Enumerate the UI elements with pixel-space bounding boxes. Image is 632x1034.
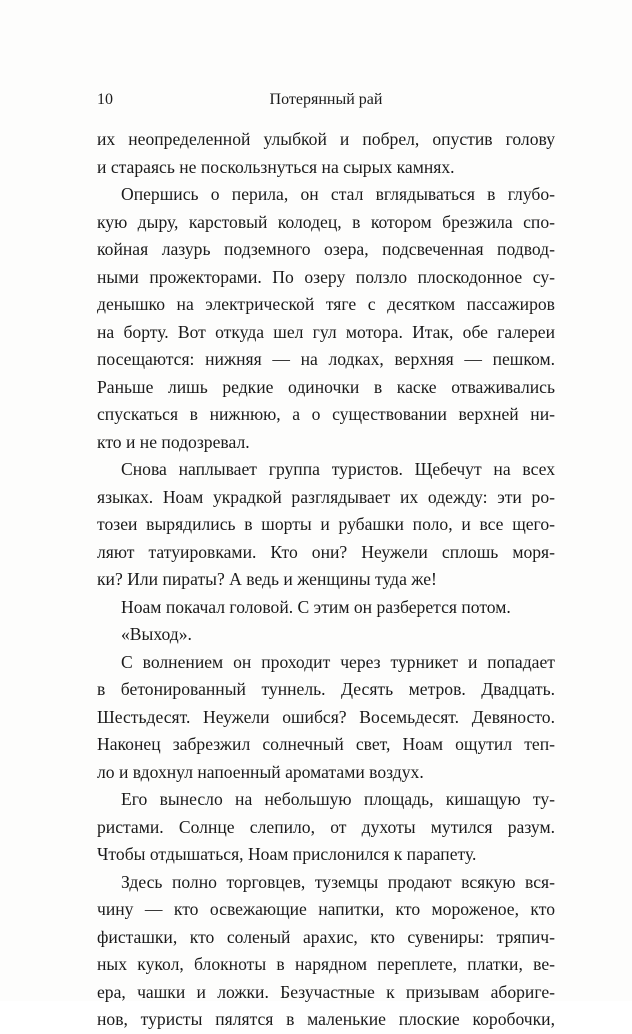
text-line: и стараясь не поскользнуться на сырых камнях. (97, 156, 455, 177)
text-line: ло и вдохнул напоенный ароматами воздух. (97, 761, 424, 782)
text-line: Чтобы отдышаться, Ноам прислонился к парапету. (97, 844, 477, 864)
body-text (97, 126, 555, 1034)
text-line: Снова наплывает группа туристов. Щебечут на всех (121, 459, 555, 479)
text-line: фисташки, кто соленый арахис, кто сувениры: тряпич- (97, 926, 555, 947)
text-line: чину — кто освежающие напитки, кто мороженое, кто (97, 899, 555, 919)
text-line: ера, чашки и ложки. Безучастные к призывам абориге- (97, 981, 555, 1002)
text-line: Наконец забрезжил солнечный свет, Ноам ощутил теп- (97, 734, 555, 754)
text-line: их неопределенной улыбкой и побрел, опустив голову (97, 129, 555, 149)
text-line: Опершись о перила, он стал вглядываться в глубо- (121, 184, 555, 204)
text-line: ристами. Солнце слепило, от духоты мутился разум. (97, 816, 555, 837)
text-line: койная лазурь подземного озера, подсвеченная подвод- (97, 239, 555, 259)
text-line: Раньше лишь редкие одиночки в каске отваживались (97, 376, 555, 397)
text-line: на борту. Вот откуда шел гул мотора. Итак, обе галереи (97, 321, 555, 342)
text-line: спускаться в нижнюю, а о существовании верхней ни- (97, 404, 555, 424)
text-line: Шестьдесят. Неужели ошибся? Восемьдесят. Девяносто. (97, 706, 555, 727)
text-line: «Выход». (121, 624, 192, 644)
text-line: тозеи вырядились в шорты и рубашки поло, и все щего- (97, 514, 555, 534)
text-line: С волнением он проходит через турникет и попадает (121, 651, 555, 672)
page-number: 10 (97, 91, 113, 108)
text-line: ляют татуировками. Кто они? Неужели сплошь моря- (97, 541, 555, 562)
text-line: денышко на электрической тяге с десятком пассажиров (97, 294, 555, 314)
text-line: Здесь полно торговцев, туземцы продают всякую вся- (121, 871, 555, 892)
text-line: ных кукол, блокноты в нарядном переплете, платки, ве- (97, 954, 555, 974)
text-line: посещаются: нижняя — на лодках, верхняя — пешком. (97, 349, 555, 369)
text-line: ными прожекторами. По озеру ползло плоскодонное су- (97, 266, 555, 287)
text-line: кую дыру, карстовый колодец, в котором брезжила спо- (97, 211, 555, 232)
text-line: Ноам покачал головой. С этим он разберется потом. (121, 596, 511, 617)
text-line: в бетонированный туннель. Десять метров. Двадцать. (97, 679, 555, 699)
text-line: кто и не подозревал. (97, 431, 250, 452)
text-line: ки? Или пираты? А ведь и женщины туда же! (97, 569, 437, 589)
text-line: Его вынесло на небольшую площадь, кишащую ту- (121, 789, 555, 809)
text-line: языках. Ноам украдкой разглядывает их одежду: эти ро- (97, 486, 555, 507)
running-head (97, 88, 555, 112)
running-title: Потерянный рай (269, 91, 383, 108)
text-line: нов, туристы пялятся в маленькие плоские коробочки, (97, 1009, 555, 1029)
